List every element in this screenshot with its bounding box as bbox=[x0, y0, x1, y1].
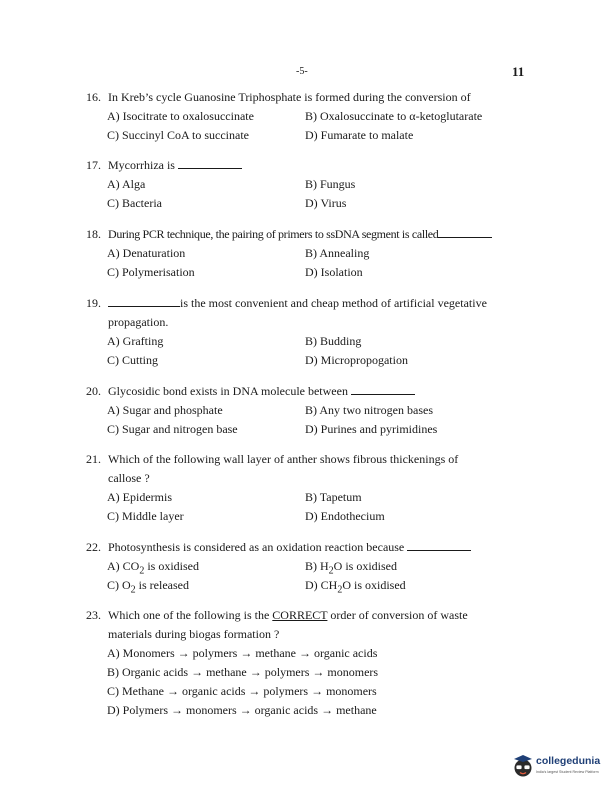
answer-blank bbox=[407, 538, 471, 551]
paper-code: 11 bbox=[512, 64, 525, 79]
option-d: D) Fumarate to malate bbox=[305, 128, 414, 142]
option-d: D) Endothecium bbox=[305, 509, 385, 523]
option-d: D) Purines and pyrimidines bbox=[305, 422, 438, 436]
logo-tagline: India's largest Student Review Platform bbox=[536, 770, 599, 774]
option-b: B) Fungus bbox=[305, 177, 356, 191]
option-b: B) Oxalosuccinate to α-ketoglutarate bbox=[305, 109, 483, 123]
graduate-face-icon bbox=[512, 753, 534, 779]
question-20 bbox=[86, 382, 540, 439]
question-21 bbox=[86, 450, 540, 526]
question-number: 19. bbox=[86, 296, 101, 310]
option-b: B) $H_2O$ is oxidised bbox=[305, 559, 398, 577]
answer-blank bbox=[438, 225, 492, 238]
option-c: C) Polymerisation bbox=[107, 265, 195, 279]
option-c: C) Succinyl CoA to succinate bbox=[107, 128, 249, 142]
answer-blank bbox=[351, 382, 415, 395]
question-number: 20. bbox=[86, 384, 101, 398]
question-text-cont: callose ? bbox=[108, 471, 150, 485]
option-b: B) Budding bbox=[305, 334, 362, 348]
question-19 bbox=[86, 294, 540, 370]
question-text: Which of the following wall layer of anther shows fibrous thickenings of bbox=[108, 452, 459, 466]
question-text: is the most convenient and cheap method of artificial vegetative bbox=[180, 296, 487, 310]
question-23 bbox=[86, 606, 540, 720]
collegedunia-logo bbox=[512, 752, 606, 782]
option-d: D) $CH_2O$ is oxidised bbox=[305, 578, 406, 596]
question-text: In Kreb’s cycle Guanosine Triphosphate is formed during the conversion of bbox=[108, 90, 471, 104]
question-number: 22. bbox=[86, 540, 101, 554]
option-b: B) Tapetum bbox=[305, 490, 362, 504]
question-text-cont: materials during biogas formation ? bbox=[108, 627, 280, 641]
option-b: B) Annealing bbox=[305, 246, 370, 260]
option-b: B) Organic acids → methane → polymers → monomers bbox=[107, 665, 379, 679]
option-b: B) Any two nitrogen bases bbox=[305, 403, 433, 417]
option-d: D) Polymers → monomers → organic acids → methane bbox=[107, 703, 377, 717]
option-c: C) Cutting bbox=[107, 353, 159, 367]
question-text: Mycorrhiza is bbox=[108, 158, 175, 172]
question-text: Which one of the following is the CORRECT order of conversion of waste bbox=[108, 608, 468, 622]
question-number: 18. bbox=[86, 227, 101, 241]
option-d: D) Virus bbox=[305, 196, 347, 210]
option-a: A) Epidermis bbox=[107, 490, 172, 504]
answer-blank bbox=[108, 294, 180, 307]
option-c: C) Methane → organic acids → polymers → monomers bbox=[107, 684, 377, 698]
question-18 bbox=[86, 225, 540, 282]
question-17 bbox=[86, 156, 540, 213]
option-c: C) Sugar and nitrogen base bbox=[107, 422, 238, 436]
option-c: C) Middle layer bbox=[107, 509, 184, 523]
question-number: 16. bbox=[86, 90, 101, 104]
page-number: -5- bbox=[296, 66, 308, 77]
option-d: D) Micropropogation bbox=[305, 353, 408, 367]
option-c: C) $O_2$ is released bbox=[107, 578, 189, 596]
option-c: C) Bacteria bbox=[107, 196, 162, 210]
option-a: A) $CO_2$ is oxidised bbox=[107, 559, 200, 577]
question-text-cont: propagation. bbox=[108, 315, 169, 329]
logo-name: collegedunia bbox=[536, 755, 601, 767]
option-a: A) Alga bbox=[107, 177, 146, 191]
question-text: Glycosidic bond exists in DNA molecule between bbox=[108, 384, 348, 398]
option-a: A) Sugar and phosphate bbox=[107, 403, 223, 417]
question-22 bbox=[86, 538, 540, 595]
question-16 bbox=[86, 88, 540, 145]
emphasis-correct: CORRECT bbox=[272, 608, 328, 622]
option-d: D) Isolation bbox=[305, 265, 363, 279]
option-a: A) Denaturation bbox=[107, 246, 186, 260]
question-number: 21. bbox=[86, 452, 101, 466]
question-number: 23. bbox=[86, 608, 101, 622]
option-a: A) Isocitrate to oxalosuccinate bbox=[107, 109, 254, 123]
question-text: Photosynthesis is considered as an oxidation reaction because bbox=[108, 540, 405, 554]
answer-blank bbox=[178, 156, 242, 169]
option-a: A) Monomers → polymers → methane → organic acids bbox=[107, 646, 378, 660]
question-text: During PCR technique, the pairing of primers to ssDNA segment is called bbox=[108, 227, 439, 241]
option-a: A) Grafting bbox=[107, 334, 164, 348]
question-number: 17. bbox=[86, 158, 101, 172]
